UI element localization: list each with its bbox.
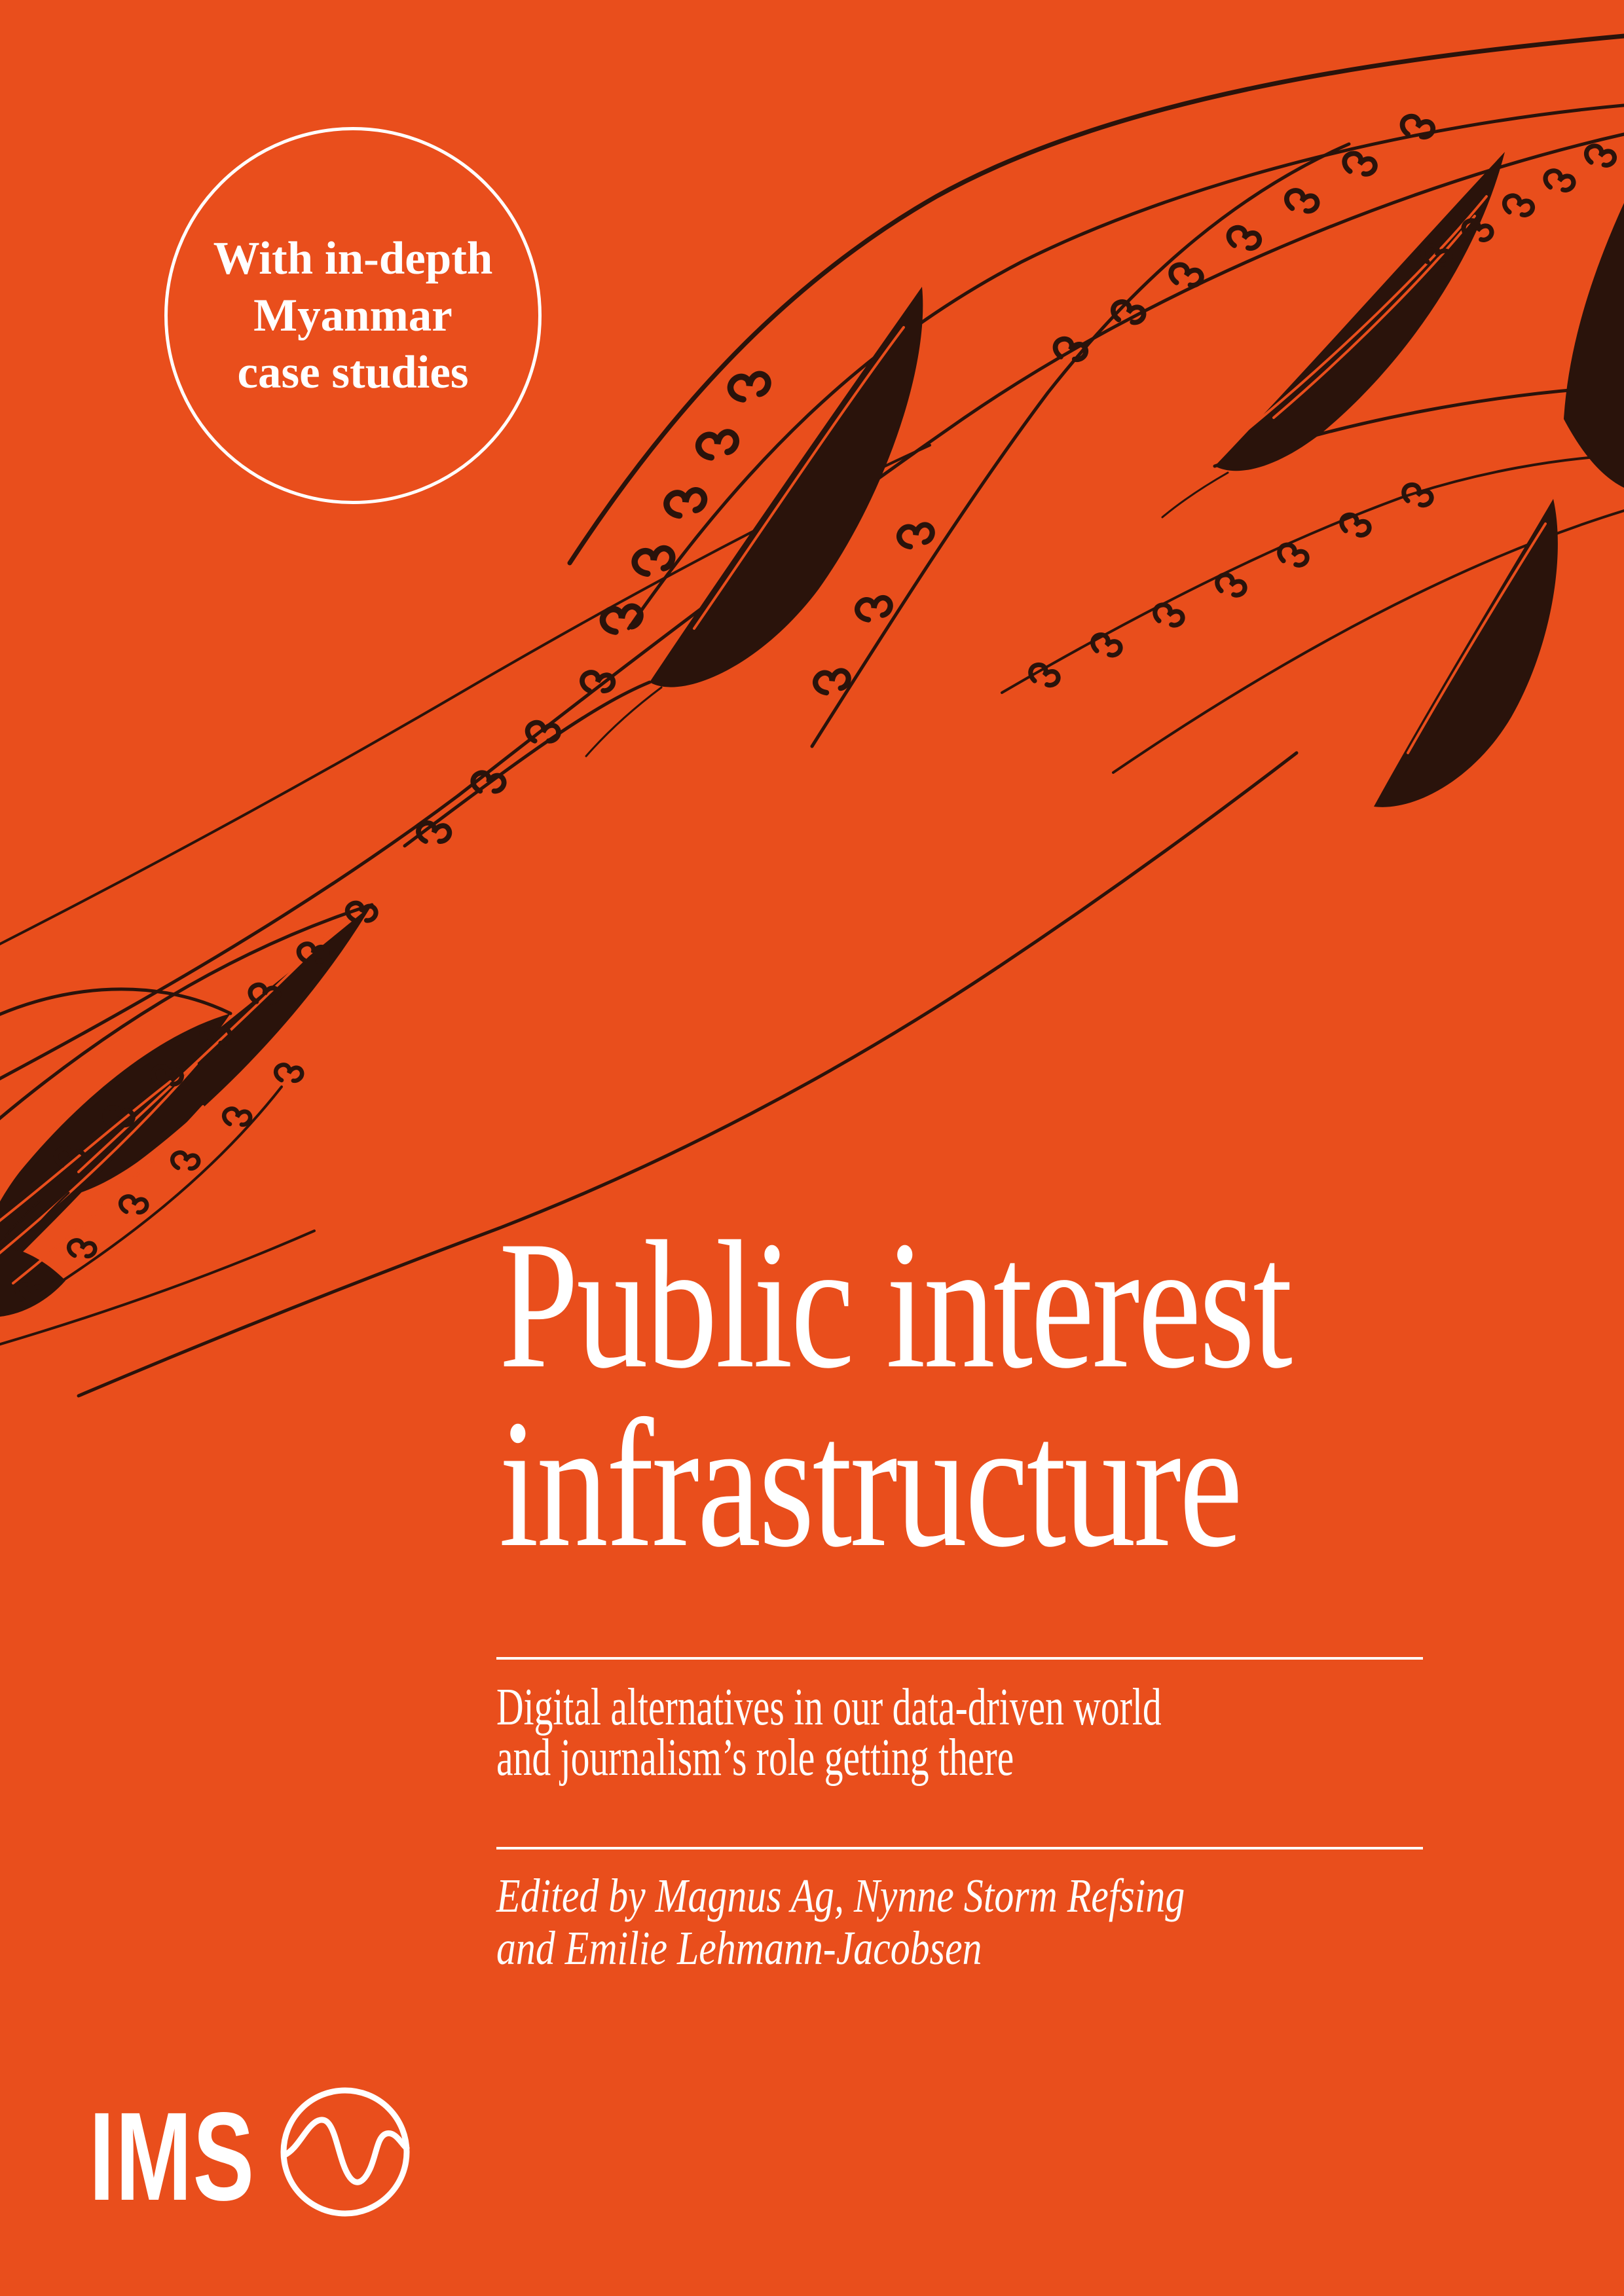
title-line: infrastructure [499,1381,1241,1585]
badge-line: case studies [237,346,469,398]
badge-line: With in-depth [213,232,493,284]
badge-line: Myanmar [253,289,452,341]
divider-rule-top [496,1657,1423,1660]
subtitle-line: and journalism’s role getting there [496,1729,1014,1787]
badge-circle [164,127,542,504]
cover-title [499,1203,1291,1585]
editors-line: Edited by Magnus Ag, Nynne Storm Refsing [496,1869,1185,1922]
editors-credit [496,1870,1185,1975]
divider-rule-bottom [496,1847,1423,1850]
cover-subtitle [496,1679,1162,1787]
editors-line: and Emilie Lehmann-Jacobsen [496,1922,982,1975]
subtitle-line: Digital alternatives in our data-driven world [496,1679,1162,1736]
title-line: Public interest [499,1203,1291,1406]
ims-logo-text: IMS [89,2086,255,2227]
soundwave-circle-icon [278,2085,413,2219]
